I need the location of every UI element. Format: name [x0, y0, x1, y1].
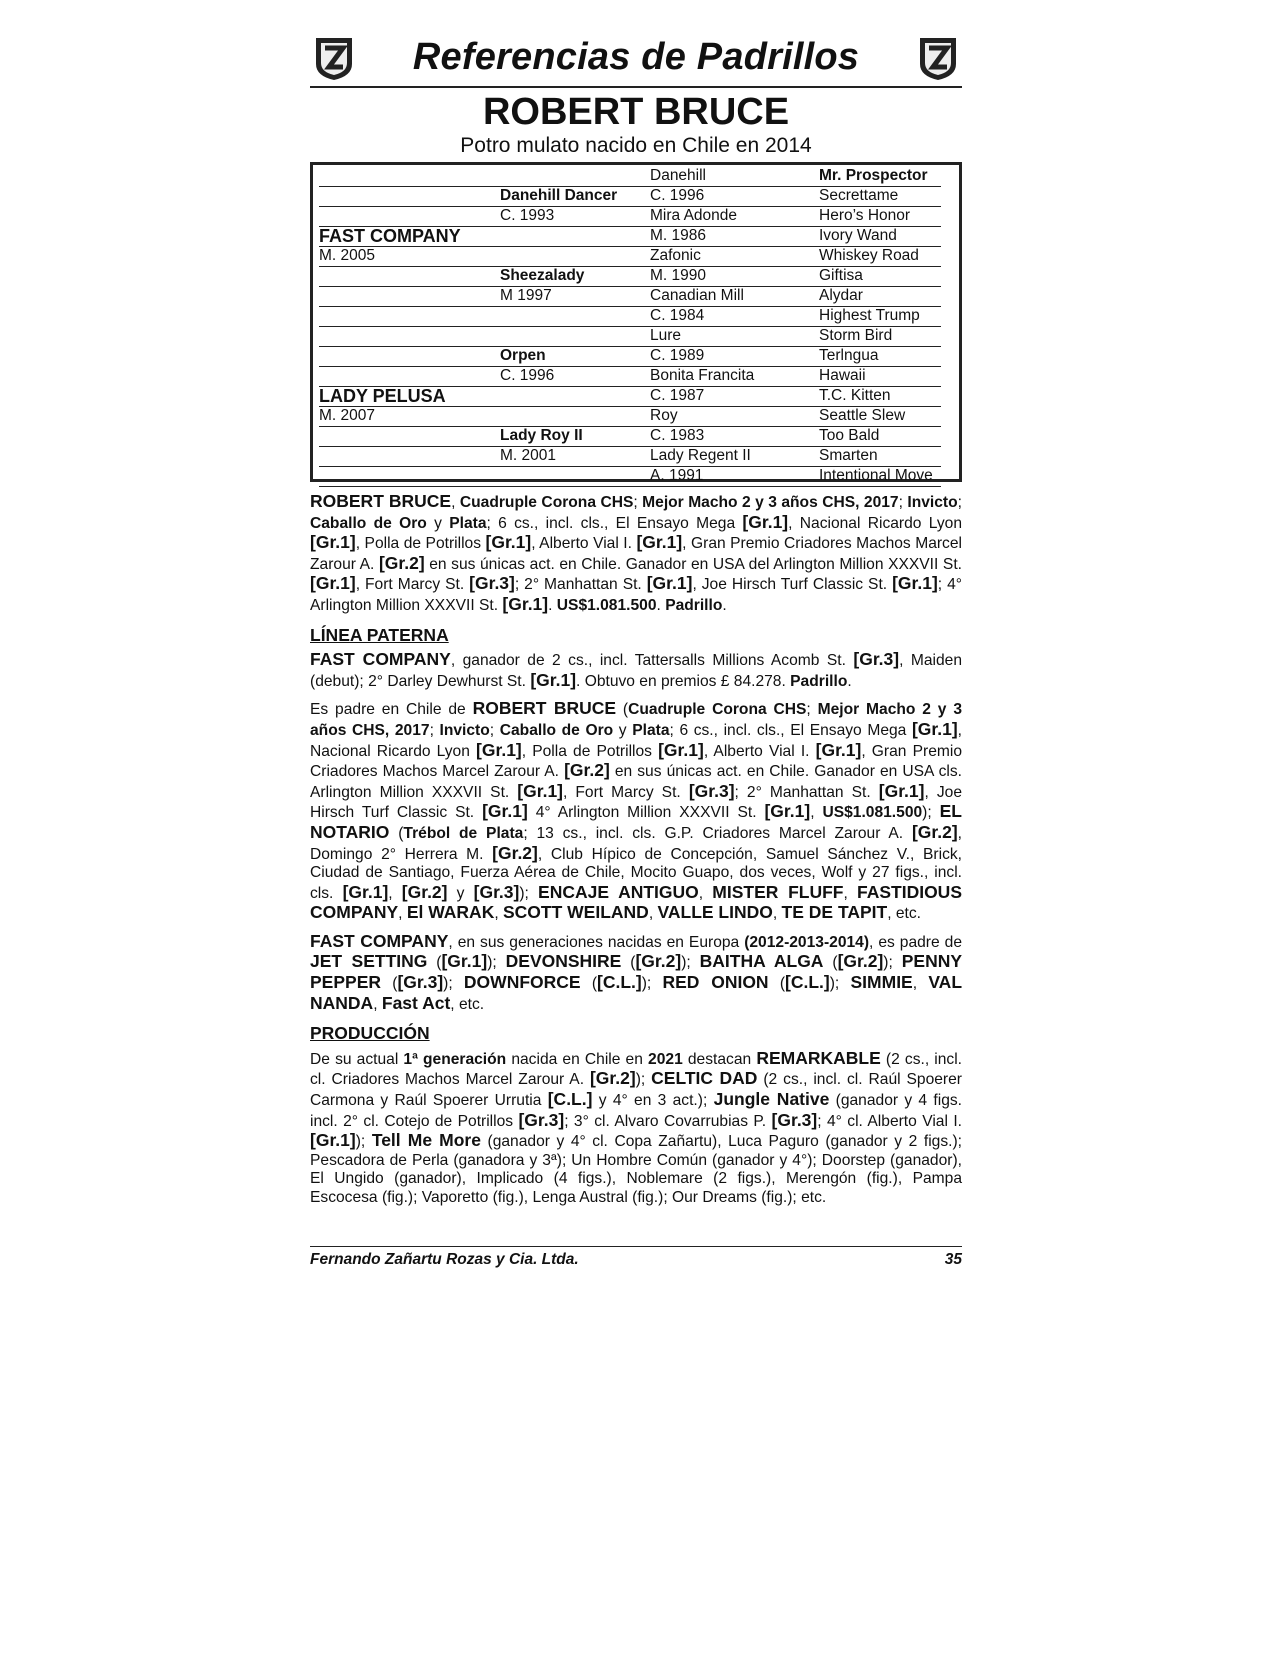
pedigree-cell: LADY PELUSA [319, 387, 446, 406]
pedigree-cell: Giftisa [819, 267, 863, 284]
z-shield-logo-icon [914, 34, 962, 82]
pedigree-cell [500, 467, 650, 486]
pedigree-row [319, 327, 941, 347]
sire-paragraph: FAST COMPANY, ganador de 2 cs., incl. Tattersalls Millions Acomb St. [Gr.3], Maiden (debut); 2° Darley Dewhurst St. [Gr.1]. Obtuvo en premios £ 84.278. Padrillo. [310, 649, 963, 690]
pedigree-cell [319, 267, 500, 286]
pedigree-row [319, 167, 941, 187]
pedigree-cell: M 1997 [500, 287, 552, 304]
pedigree-cell: Whiskey Road [819, 247, 919, 264]
pedigree-cell: M. 1986 [650, 227, 707, 244]
pedigree-cell: Terlngua [819, 347, 879, 364]
sire-offspring-europe-paragraph: FAST COMPANY, en sus generaciones nacidas en Europa (2012-2013-2014), es padre de JET SETTING ([Gr.1]); DEVONSHIRE ([Gr.2]); BAITHA ALGA ([Gr.2]); PENNY PEPPER ([Gr.3]); DOWNFORCE ([C.L.]); RED ONION ([C.L.]); SIMMIE, VAL NANDA, Fast Act, etc. [310, 930, 963, 1013]
pedigree-cell: C. 1996 [650, 187, 705, 204]
pedigree-cell: Zafonic [650, 247, 701, 264]
pedigree-cell: Too Bald [819, 427, 880, 444]
pedigree-cell: C. 1989 [650, 347, 705, 364]
pedigree-cell: C. 1996 [500, 367, 555, 384]
pedigree-cell [500, 247, 650, 266]
pedigree-cell: Ivory Wand [819, 227, 897, 244]
pedigree-cell: Danehill [650, 167, 707, 184]
pedigree-cell [500, 327, 650, 346]
pedigree-cell: Highest Trump [819, 307, 920, 324]
pedigree-row [319, 467, 941, 487]
pedigree-cell: Secrettame [819, 187, 899, 204]
pedigree-cell: C. 1987 [650, 387, 705, 404]
description-text [310, 492, 962, 1208]
pedigree-cell: Mr. Prospector [819, 167, 928, 184]
pedigree-cell: Danehill Dancer [500, 187, 618, 204]
pedigree-row [319, 367, 941, 387]
pedigree-row [319, 387, 941, 407]
pedigree-cell: Intentional Move [819, 467, 933, 484]
pedigree-cell: Lure [650, 327, 682, 344]
pedigree-row [319, 447, 941, 467]
pedigree-cell: Smarten [819, 447, 878, 464]
pedigree-row [319, 407, 941, 427]
pedigree-row [319, 427, 941, 447]
pedigree-cell [319, 307, 500, 326]
intro-paragraph: ROBERT BRUCE, Cuadruple Corona CHS; Mejor Macho 2 y 3 años CHS, 2017; Invicto; Caballo de Oro y Plata; 6 cs., incl. cls., El Ensayo Mega [Gr.1], Nacional Ricardo Lyon [Gr.1], Polla de Potrillos [Gr.1], Alberto Vial I. [Gr.1], Gran Premio Criadores Machos Marcel Zarour A. [Gr.2] en sus únicas act. en Chile. Ganador en USA del Arlington Million XXXVII St. [Gr.1], Fort Marcy St. [Gr.3]; 2° Manhattan St. [Gr.1], Joe Hirsch Turf Classic St. [Gr.1]; 4° Arlington Million XXXVII St. [Gr.1]. US$1.081.500. Padrillo. [310, 491, 963, 614]
pedigree-cell: M. 2005 [319, 247, 376, 264]
pedigree-table [310, 162, 962, 482]
pedigree-cell [319, 167, 500, 186]
page-number: 35 [944, 1251, 962, 1268]
horse-subtitle: Potro mulato nacido en Chile en 2014 [460, 134, 812, 157]
pedigree-cell: Alydar [819, 287, 863, 304]
pedigree-cell: M. 2001 [500, 447, 557, 464]
pedigree-cell [319, 327, 500, 346]
pedigree-cell: Canadian Mill [650, 287, 744, 304]
pedigree-cell: T.C. Kitten [819, 387, 891, 404]
pedigree-row [319, 227, 941, 247]
footer-company: Fernando Zañartu Rozas y Cia. Ltda. [310, 1251, 579, 1268]
page-footer [310, 1246, 962, 1269]
pedigree-row [319, 267, 941, 287]
pedigree-cell [500, 387, 650, 406]
pedigree-row [319, 287, 941, 307]
pedigree-cell [319, 427, 500, 446]
horse-name: ROBERT BRUCE [482, 91, 790, 133]
pedigree-cell [500, 227, 650, 246]
pedigree-cell: Hawaii [819, 367, 866, 384]
pedigree-cell: Orpen [500, 347, 546, 364]
pedigree-cell: FAST COMPANY [319, 227, 461, 246]
pedigree-cell: Lady Regent II [650, 447, 751, 464]
pedigree-cell: Storm Bird [819, 327, 893, 344]
pedigree-cell: M. 1990 [650, 267, 707, 284]
pedigree-cell: C. 1984 [650, 307, 705, 324]
pedigree-row [319, 187, 941, 207]
pedigree-cell: Bonita Francita [650, 367, 755, 384]
pedigree-cell: Seattle Slew [819, 407, 906, 424]
pedigree-cell: Hero’s Honor [819, 207, 911, 224]
production-paragraph: De su actual 1ª generación nacida en Chile en 2021 destacan REMARKABLE (2 cs., incl. cl. Criadores Machos Marcel Zarour A. [Gr.2]); CELTIC DAD (2 cs., incl. cl. Raúl Spoerer Carmona y Raúl Spoerer Urrutia [C.L.] y 4° en 3 act.); Jungle Native (ganador y 4 figs. incl. 2° cl. Cotejo de Potrillos [Gr.3]; 3° cl. Alvaro Covarrubias P. [Gr.3]; 4° cl. Alberto Vial I. [Gr.1]); Tell Me More (ganador y 4° cl. Copa Zañartu), Luca Paguro (ganador y 2 figs.); Pescadora de Perla (ganadora y 3ª); Un Hombre Común (ganador y 4°); Doorstep (ganador), El Ungido (ganador), Implicado (4 figs.), Noblemare (2 figs.), Merengón (fig.), Pampa Escocesa (fig.); Vaporetto (fig.), Lenga Austral (fig.); Our Dreams (fig.); etc. [310, 1047, 963, 1206]
pedigree-cell: C. 1983 [650, 427, 705, 444]
pedigree-cell [500, 307, 650, 326]
page-header [310, 30, 962, 88]
pedigree-row [319, 307, 941, 327]
sire-offspring-chile-paragraph: Es padre en Chile de ROBERT BRUCE (Cuadruple Corona CHS; Mejor Macho 2 y 3 años CHS, 2017; Invicto; Caballo de Oro y Plata; 6 cs., incl. cls., El Ensayo Mega [Gr.1], Nacional Ricardo Lyon [Gr.1], Polla de Potrillos [Gr.1], Alberto Vial I. [Gr.1], Gran Premio Criadores Machos Marcel Zarour A. [Gr.2] en sus únicas act. en Chile. Ganador en USA cls. Arlington Million XXXVII St. [Gr.1], Fort Marcy St. [Gr.3]; 2° Manhattan St. [Gr.1], Joe Hirsch Turf Classic St. [Gr.1] 4° Arlington Million XXXVII St. [Gr.1], US$1.081.500); EL NOTARIO (Trébol de Plata; 13 cs., incl. cls. G.P. Criadores Marcel Zarour A. [Gr.2], Domingo 2° Herrera M. [Gr.2], Club Hípico de Concepción, Samuel Sánchez V., Brick, Ciudad de Santiago, Fuerza Aérea de Chile, Mocito Guapo, dos veces, Wolf y 27 figs., incl. cls. [Gr.1], [Gr.2] y [Gr.3]); ENCAJE ANTIGUO, MISTER FLUFF, FASTIDIOUS COMPANY, El WARAK, SCOTT WEILAND, VALLE LINDO, TE DE TAPIT, etc. [310, 698, 963, 923]
pedigree-cell: Sheezalady [500, 267, 585, 284]
pedigree-cell [319, 447, 500, 466]
document-page [310, 30, 962, 1216]
section-linea-paterna: LÍNEA PATERNA [310, 624, 449, 645]
pedigree-cell [319, 347, 500, 366]
pedigree-cell: C. 1993 [500, 207, 555, 224]
pedigree-cell [319, 207, 500, 226]
pedigree-row [319, 347, 941, 367]
header-title: Referencias de Padrillos [412, 36, 860, 78]
pedigree-cell [319, 287, 500, 306]
pedigree-row [319, 247, 941, 267]
pedigree-cell [319, 367, 500, 386]
pedigree-cell [500, 407, 650, 426]
pedigree-cell [500, 167, 650, 186]
section-produccion: PRODUCCIÓN [310, 1023, 430, 1044]
pedigree-cell: Roy [650, 407, 678, 424]
pedigree-cell: Lady Roy II [500, 427, 583, 444]
pedigree-cell: A. 1991 [650, 467, 704, 484]
pedigree-cell [319, 467, 500, 486]
pedigree-cell [319, 187, 500, 206]
pedigree-row [319, 207, 941, 227]
pedigree-cell: Mira Adonde [650, 207, 738, 224]
pedigree-cell: M. 2007 [319, 407, 376, 424]
